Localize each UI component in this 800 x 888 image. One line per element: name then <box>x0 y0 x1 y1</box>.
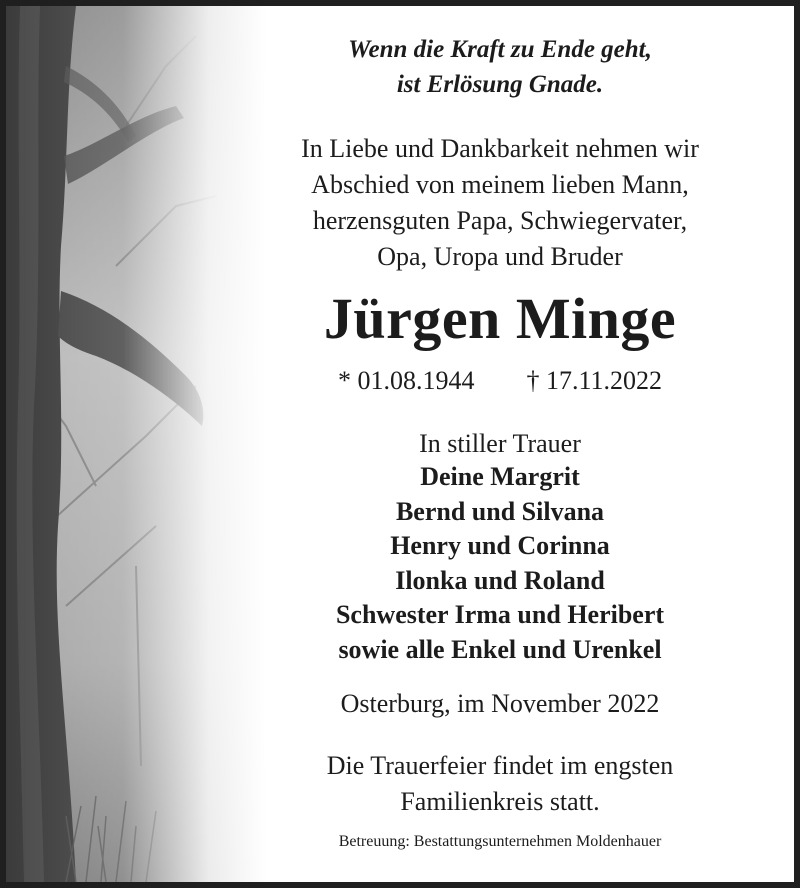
intro-line: In Liebe und Dankbarkeit nehmen wir <box>301 134 699 163</box>
mourning-heading: In stiller Trauer <box>419 429 581 458</box>
intro-line: herzensguten Papa, Schwiegervater, <box>312 206 688 235</box>
motto-line: Wenn die Kraft zu Ende geht, <box>348 36 652 63</box>
mourner-line: Ilonka und Roland <box>395 565 605 595</box>
mourner-line: Deine Margrit <box>420 462 580 491</box>
motto <box>206 32 794 102</box>
intro-line: Opa, Uropa und Bruder <box>377 242 623 271</box>
funeral-line: Familienkreis statt. <box>400 787 600 816</box>
notice-text <box>206 6 794 882</box>
intro-line: Abschied von meinem lieben Mann, <box>311 170 689 199</box>
birth-date: * 01.08.1944 <box>337 366 475 395</box>
funeral-line: Die Trauerfeier findet im engsten <box>326 751 674 780</box>
mourner-line: Bernd und Silvana <box>395 496 605 526</box>
mourners-list <box>206 460 794 667</box>
intro-text <box>206 131 794 275</box>
mourner-line: sowie alle Enkel und Urenkel <box>338 634 662 664</box>
life-dates <box>206 363 794 399</box>
motto-line: ist Erlösung Gnade. <box>396 71 604 98</box>
funeral-note <box>206 748 794 820</box>
deceased-name: Jürgen Minge <box>323 286 677 351</box>
place-date: Osterburg, im November 2022 <box>340 689 660 718</box>
mourner-line: Schwester Irma und Heribert <box>335 600 665 629</box>
mourner-line: Henry und Corinna <box>390 531 610 560</box>
undertaker-credit: Betreuung: Bestattungsunternehmen Moldenhauer <box>338 833 662 850</box>
death-date: † 17.11.2022 <box>526 366 663 395</box>
